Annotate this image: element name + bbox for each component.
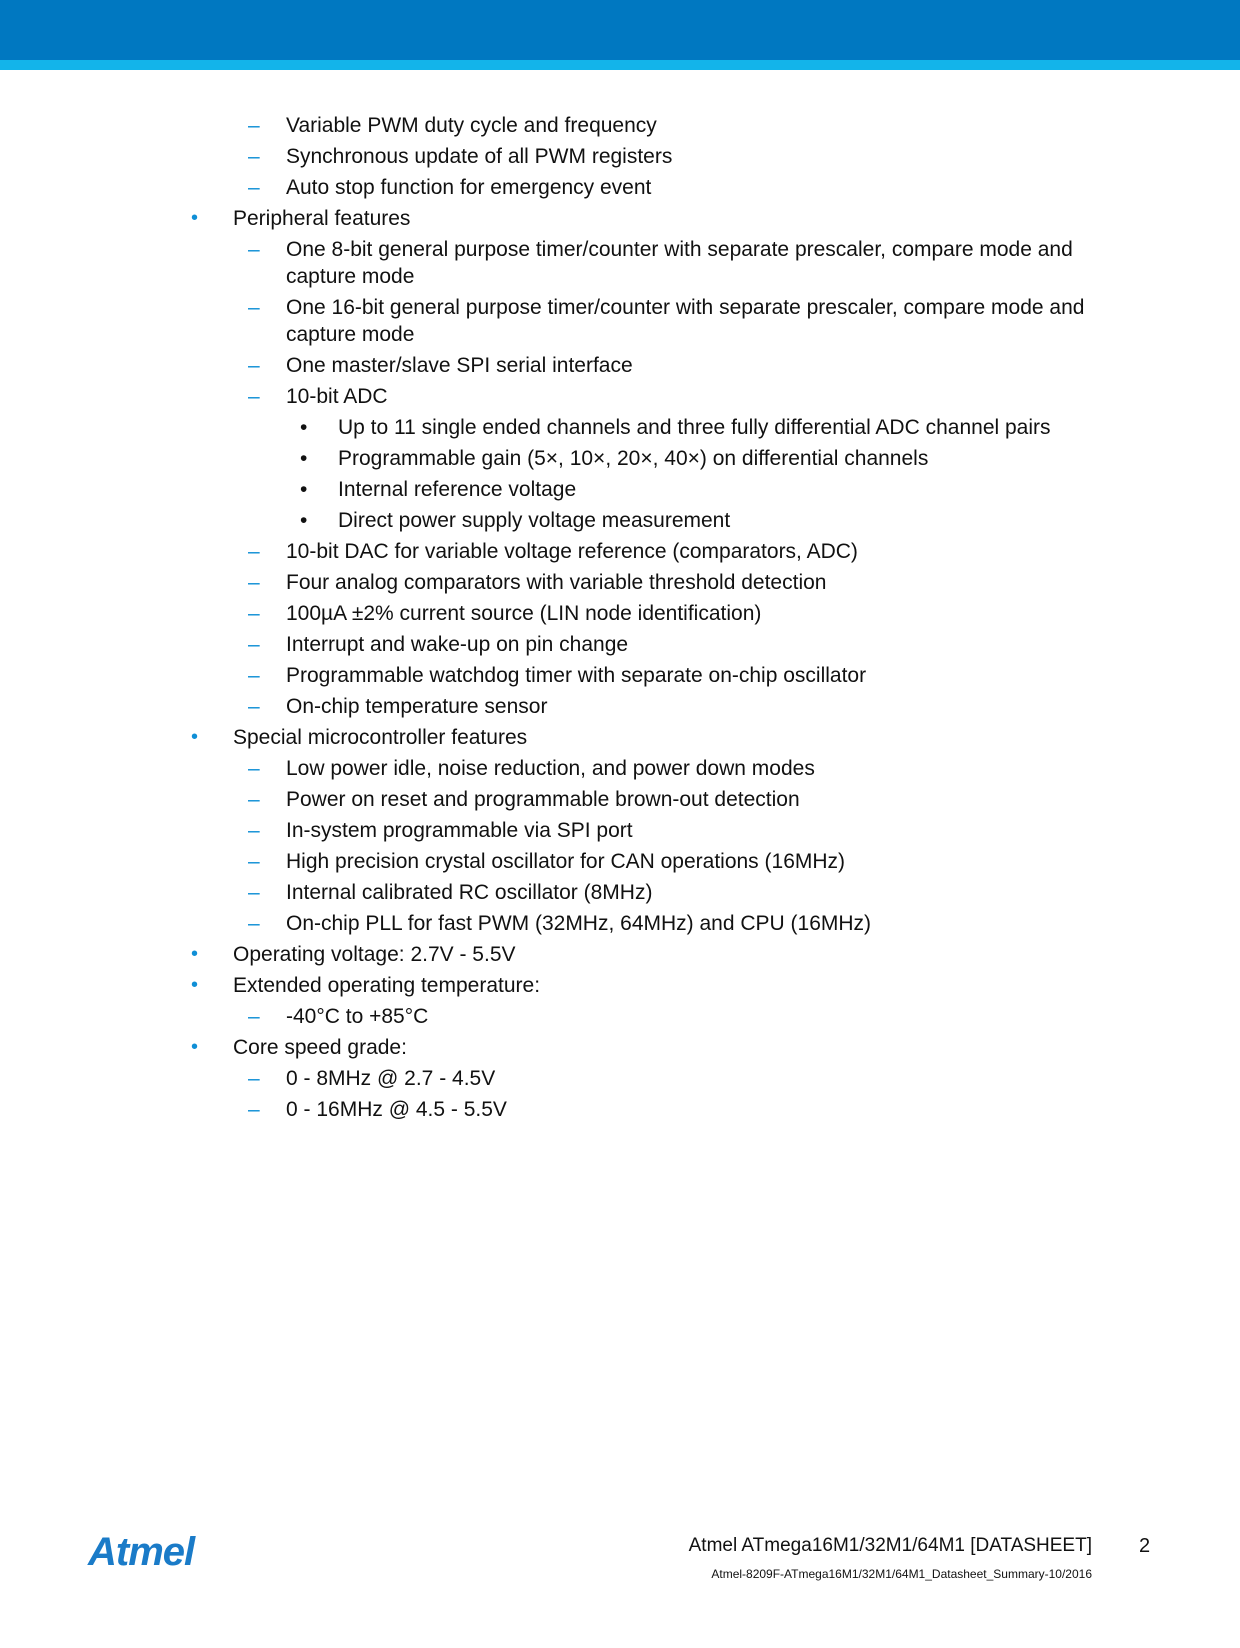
feature-list — [0, 112, 1240, 1127]
dash-icon: – — [248, 571, 260, 594]
header-bar — [0, 0, 1240, 60]
dash-icon: – — [248, 633, 260, 656]
dash-icon: – — [248, 788, 260, 811]
list-item — [0, 569, 1240, 600]
bullet-icon: • — [191, 207, 199, 229]
header-accent-bar — [0, 60, 1240, 70]
list-item-text: On-chip PLL for fast PWM (32MHz, 64MHz) and CPU (16MHz) — [286, 912, 872, 935]
list-item-text: One master/slave SPI serial interface — [286, 354, 633, 377]
list-item-text: Interrupt and wake-up on pin change — [286, 633, 629, 656]
list-item — [0, 1096, 1240, 1127]
list-item-text: Synchronous update of all PWM registers — [286, 145, 673, 168]
list-item-text: Power on reset and programmable brown-out detection — [286, 788, 800, 811]
list-item — [0, 538, 1240, 569]
list-item-text: Internal calibrated RC oscillator (8MHz) — [286, 881, 653, 904]
dash-icon: – — [248, 145, 260, 168]
list-item-text: 10-bit ADC — [286, 385, 388, 408]
list-item-text: Up to 11 single ended channels and three fully differential ADC channel pairs — [338, 416, 1051, 439]
list-item — [0, 205, 1240, 236]
footer-document-title: Atmel ATmega16M1/32M1/64M1 [DATASHEET] — [688, 1535, 1092, 1556]
bullet-icon: • — [191, 974, 199, 996]
list-item — [0, 941, 1240, 972]
list-item — [0, 631, 1240, 662]
list-item-text: Programmable gain (5×, 10×, 20×, 40×) on differential channels — [338, 447, 929, 470]
sub-bullet-icon: • — [300, 447, 308, 470]
list-item-text: Internal reference voltage — [338, 478, 577, 501]
dash-icon: – — [248, 664, 260, 687]
list-item-text: 100µA ±2% current source (LIN node identification) — [286, 602, 762, 625]
dash-icon: – — [248, 757, 260, 780]
list-item-text: 10-bit DAC for variable voltage reference (comparators, ADC) — [286, 540, 858, 563]
bullet-icon: • — [191, 726, 199, 748]
dash-icon: – — [248, 385, 260, 408]
dash-icon: – — [248, 1098, 260, 1121]
list-item-text: Programmable watchdog timer with separate on-chip oscillator — [286, 664, 867, 687]
list-item-text: Extended operating temperature: — [233, 974, 541, 997]
list-item — [0, 476, 1240, 507]
dash-icon: – — [248, 850, 260, 873]
list-item — [0, 352, 1240, 383]
list-item — [0, 693, 1240, 724]
footer-document-id: Atmel-8209F-ATmega16M1/32M1/64M1_Datasheet_Summary-10/2016 — [711, 1567, 1092, 1581]
dash-icon: – — [248, 238, 260, 261]
list-item — [0, 662, 1240, 693]
list-item-text: Operating voltage: 2.7V - 5.5V — [233, 943, 516, 966]
list-item-text: One 16-bit general purpose timer/counter with separate prescaler, compare mode and capture mode — [286, 296, 1085, 346]
list-item-text: Auto stop function for emergency event — [286, 176, 652, 199]
list-item — [0, 414, 1240, 445]
page-number: 2 — [1139, 1535, 1151, 1557]
dash-icon: – — [248, 912, 260, 935]
list-item-text: On-chip temperature sensor — [286, 695, 548, 718]
dash-icon: – — [248, 176, 260, 199]
list-item-text: -40°C to +85°C — [286, 1005, 429, 1028]
list-item — [0, 1003, 1240, 1034]
list-item-text: Peripheral features — [233, 207, 411, 230]
list-item — [0, 383, 1240, 414]
list-item — [0, 143, 1240, 174]
dash-icon: – — [248, 695, 260, 718]
list-item-text: In-system programmable via SPI port — [286, 819, 633, 842]
dash-icon: – — [248, 1005, 260, 1028]
list-item-text: Low power idle, noise reduction, and power down modes — [286, 757, 815, 780]
list-item — [0, 1034, 1240, 1065]
dash-icon: – — [248, 114, 260, 137]
dash-icon: – — [248, 602, 260, 625]
list-item-text: High precision crystal oscillator for CAN operations (16MHz) — [286, 850, 846, 873]
list-item — [0, 972, 1240, 1003]
list-item — [0, 507, 1240, 538]
list-item-text: 0 - 16MHz @ 4.5 - 5.5V — [286, 1098, 507, 1121]
list-item — [0, 755, 1240, 786]
dash-icon: – — [248, 1067, 260, 1090]
list-item — [0, 600, 1240, 631]
sub-bullet-icon: • — [300, 478, 308, 501]
list-item-text: Four analog comparators with variable threshold detection — [286, 571, 827, 594]
list-item — [0, 817, 1240, 848]
sub-bullet-icon: • — [300, 509, 308, 532]
list-item-text: Variable PWM duty cycle and frequency — [286, 114, 657, 137]
list-item — [0, 294, 1240, 352]
list-item — [0, 1065, 1240, 1096]
bullet-icon: • — [191, 1036, 199, 1058]
dash-icon: – — [248, 819, 260, 842]
list-item — [0, 236, 1240, 294]
dash-icon: – — [248, 881, 260, 904]
sub-bullet-icon: • — [300, 416, 308, 439]
list-item — [0, 724, 1240, 755]
list-item — [0, 174, 1240, 205]
atmel-logo: Atmel — [88, 1530, 195, 1574]
list-item-text: 0 - 8MHz @ 2.7 - 4.5V — [286, 1067, 496, 1090]
dash-icon: – — [248, 540, 260, 563]
list-item — [0, 879, 1240, 910]
list-item-text: One 8-bit general purpose timer/counter with separate prescaler, compare mode and capture mode — [286, 238, 1073, 288]
list-item — [0, 112, 1240, 143]
list-item-text: Special microcontroller features — [233, 726, 528, 749]
list-item — [0, 910, 1240, 941]
list-item — [0, 786, 1240, 817]
list-item — [0, 848, 1240, 879]
list-item-text: Core speed grade: — [233, 1036, 407, 1059]
list-item — [0, 445, 1240, 476]
list-item-text: Direct power supply voltage measurement — [338, 509, 731, 532]
dash-icon: – — [248, 296, 260, 319]
bullet-icon: • — [191, 943, 199, 965]
dash-icon: – — [248, 354, 260, 377]
